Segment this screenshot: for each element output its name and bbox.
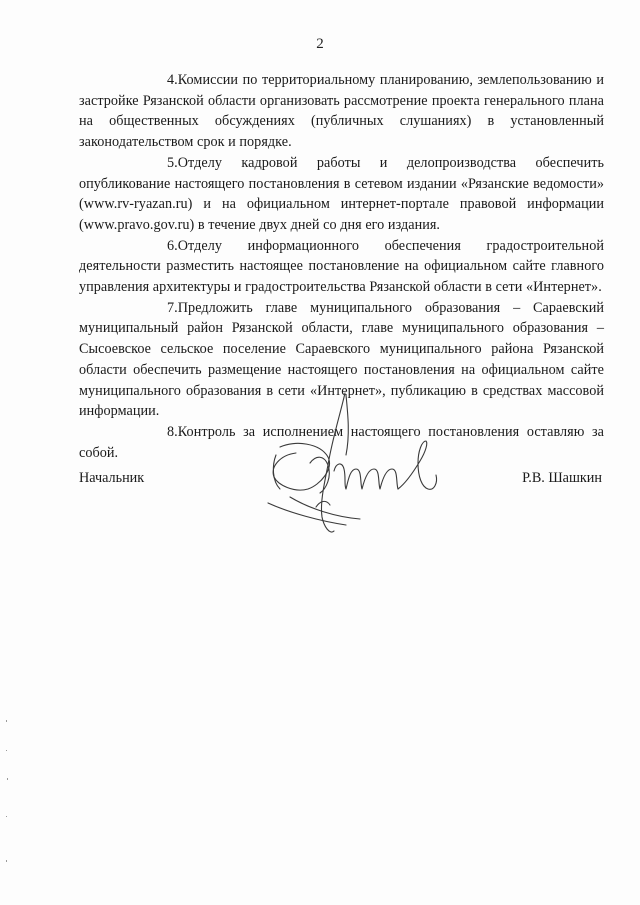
page-number: 2 — [316, 36, 324, 52]
paragraph-text: Предложить главе муниципального образования – Сараевский муниципальный район Рязанской области, главе муниципального образования – Сысоевское сельское поселение Сараевского муниципального района Рязанской области обеспечить размещение настоящего постановления на официальном сайте муниципального образования в сети «Интернет», публикацию в средствах массовой информации. — [79, 299, 604, 420]
signature-block — [79, 470, 604, 500]
paragraph-text: Комиссии по территориальному планированию, землепользованию и застройке Рязанской области организовать рассмотрение проекта генерального плана на общественных обсуждениях (публичных слушаниях) в установленный законодательством срок и порядке. — [79, 72, 604, 151]
paragraph-4 — [79, 70, 604, 153]
paragraph-5 — [79, 153, 604, 236]
signatory-name: Р.В. Шашкин — [522, 470, 602, 486]
paragraph-text: Контроль за исполнением настоящего постановления оставляю за собой. — [79, 423, 604, 461]
paragraph-text: Отделу информационного обеспечения градостроительной деятельности разместить настоящее постановление на официальном сайте главного управления архитектуры и градостроительства Рязанской области в сети «Интернет». — [79, 237, 604, 296]
handwritten-signature — [250, 385, 450, 540]
paragraph-number: 7. — [167, 299, 178, 316]
paragraph-text: Отделу кадровой работы и делопроизводства обеспечить опубликование настоящего постановления в сетевом издании «Рязанские ведомости» (www.rv-ryazan.ru) и на официальном интернет-портале правовой информации (www.pravo.gov.ru) в течение двух дней со дня его издания. — [79, 154, 604, 233]
signatory-position: Начальник — [79, 470, 145, 486]
paragraph-number: 8. — [167, 423, 178, 440]
paragraph-number: 6. — [167, 237, 178, 254]
paragraph-number: 4. — [167, 72, 178, 88]
paragraph-6 — [79, 236, 604, 298]
paragraph-number: 5. — [167, 154, 178, 171]
scan-margin-specks — [4, 720, 10, 870]
